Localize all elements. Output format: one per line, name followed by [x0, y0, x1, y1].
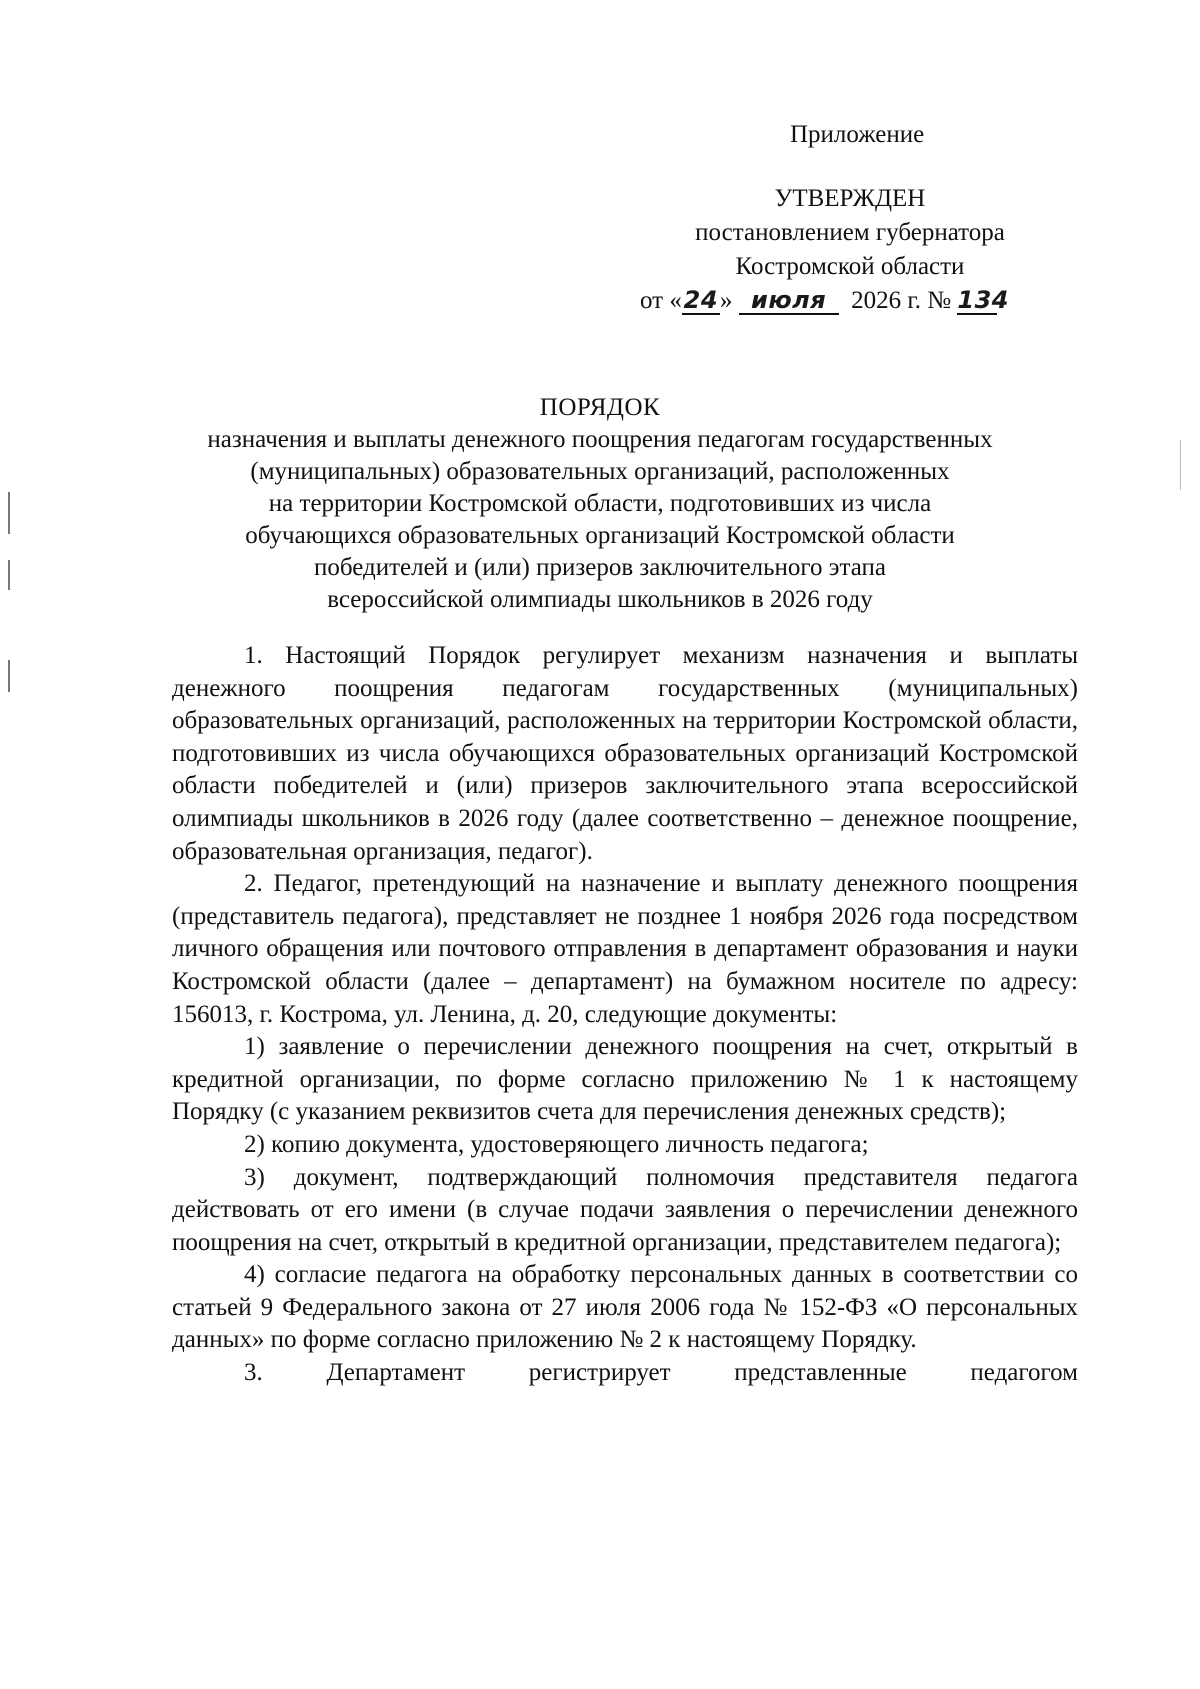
scan-artifact: [8, 560, 10, 590]
approved-region: Костромской области: [735, 253, 965, 280]
paragraph: 3. Департамент регистрирует представленные педагогом: [244, 1359, 1078, 1387]
paragraph: 1. Настоящий Порядок регулирует механизм назначения и выплаты денежного поощрения педагогам государственных (муниципальных) образовательных организаций, расположенных на территории Костромской области, подготовивших из числа обучающихся образовательных организаций Костромской области победителей и (или) призеров заключительного этапа всероссийской олимпиады школьников в 2026 году (далее соответственно – денежное поощрение, образовательная организация, педагог).: [172, 642, 1078, 865]
document-subtitle: [150, 424, 1050, 616]
date-mid: »: [719, 287, 733, 314]
list-item: 1) заявление о перечислении денежного поощрения на счет, открытый в кредитной организации, по форме согласно приложению № 1 к настоящему Порядку (с указанием реквизитов счета для перечисления денежных средств);: [172, 1033, 1078, 1126]
appendix-label: Приложение: [790, 121, 925, 148]
list-item: 3) документ, подтверждающий полномочия представителя педагога действовать от его имени (в случае подачи заявления о перечислении денежного поощрения на счет, открытый в кредитной организации, представителем педагога);: [172, 1163, 1078, 1256]
approval-date-line: [640, 284, 1060, 318]
handwritten-number: 134: [957, 286, 1010, 314]
document-title: ПОРЯДОК: [539, 394, 661, 421]
subtitle-line: на территории Костромской области, подготовивших из числа: [268, 490, 932, 517]
approved-label: УТВЕРЖДЕН: [774, 185, 926, 212]
scan-artifact: [1180, 440, 1181, 490]
date-year: 2026 г. №: [851, 287, 952, 314]
date-prefix: от «: [640, 287, 682, 314]
subtitle-line: победителей и (или) призеров заключительного этапа: [313, 554, 887, 581]
paragraph: 2. Педагог, претендующий на назначение и выплату денежного поощрения (представитель педагога), представляет не позднее 1 ноября 2026 года посредством личного обращения или почтового отправления в департамент образования и науки Костромской области (далее – департамент) на бумажном носителе по адресу: 156013, г. Кострома, ул. Ленина, д. 20, следующие документы:: [172, 870, 1078, 1028]
subtitle-line: (муниципальных) образовательных организаций, расположенных: [250, 458, 950, 485]
approved-by: постановлением губернатора: [695, 219, 1005, 246]
document-body: [172, 640, 1078, 1390]
scan-artifact: [8, 660, 10, 692]
subtitle-line: всероссийской олимпиады школьников в 2026 году: [327, 586, 873, 613]
handwritten-month: июля: [739, 287, 839, 315]
subtitle-line: назначения и выплаты денежного поощрения педагогам государственных: [207, 426, 993, 453]
list-item: 2) копию документа, удостоверяющего личность педагога;: [244, 1130, 869, 1158]
list-item: 4) согласие педагога на обработку персональных данных в соответствии со статьей 9 Федерального закона от 27 июля 2006 года № 152-ФЗ «О персональных данных» по форме согласно приложению № 2 к настоящему Порядку.: [172, 1261, 1078, 1354]
subtitle-line: обучающихся образовательных организаций Костромской области: [245, 522, 955, 549]
handwritten-day: 24: [683, 286, 719, 314]
scan-artifact: [8, 492, 10, 534]
